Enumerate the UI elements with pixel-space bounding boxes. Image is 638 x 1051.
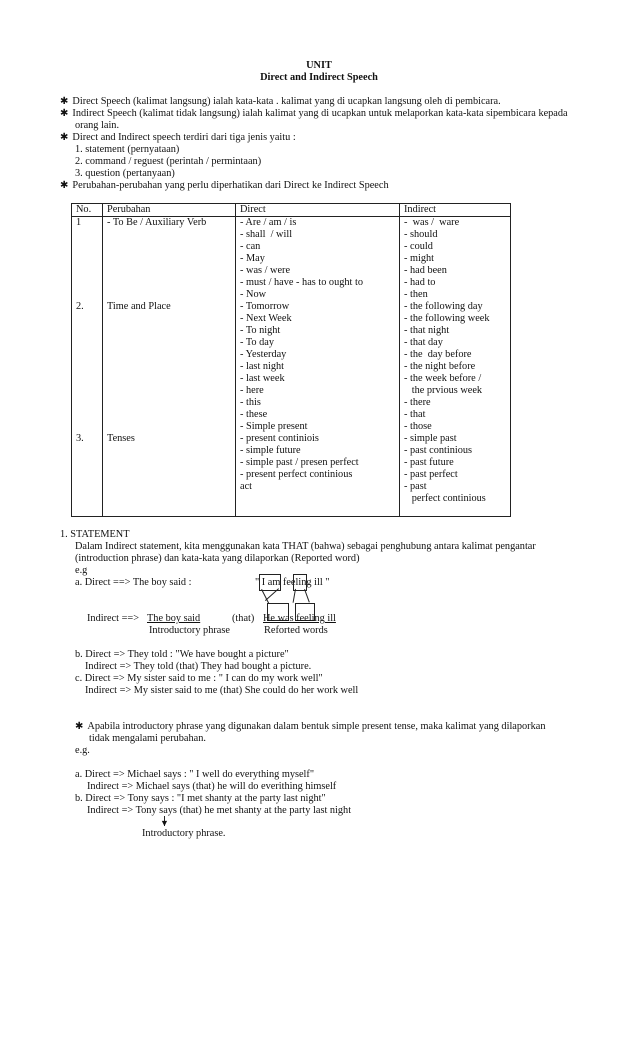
example-b-indirect: Indirect => They told (that) They had bought a picture. bbox=[85, 661, 312, 672]
indirect-cell: perfect continious bbox=[404, 493, 486, 504]
page-title: UNIT bbox=[306, 60, 332, 71]
indirect-cell: - past continious bbox=[404, 445, 473, 456]
example-a-direct-quote: " I am feeling ill " bbox=[255, 577, 330, 588]
indirect-cell: - simple past bbox=[404, 433, 457, 444]
note-line-1: ✱ Apabila introductory phrase yang digunakan dalam bentuk simple present tense, maka kalimat yang dilaporkan bbox=[75, 721, 546, 732]
label-reported-words: Reforted words bbox=[264, 625, 328, 636]
indirect-cell: - could bbox=[404, 241, 433, 252]
note-a-indirect: Indirect => Michael says (that) he will do everithing himself bbox=[87, 781, 337, 792]
page-subtitle: Direct and Indirect Speech bbox=[260, 72, 378, 83]
indirect-cell: - those bbox=[404, 421, 432, 432]
direct-cell: - present perfect continious bbox=[240, 469, 353, 480]
statement-para-1: Dalam Indirect statement, kita menggunakan kata THAT (bahwa) sebagai penghubung antara kalimat pengantar bbox=[75, 541, 536, 552]
type-command: 2. command / reguest (perintah / permintaan) bbox=[75, 156, 262, 167]
indirect-cell: - that day bbox=[404, 337, 443, 348]
direct-cell: - Next Week bbox=[240, 313, 292, 324]
indirect-cell: - had been bbox=[404, 265, 447, 276]
direct-cell: act bbox=[240, 481, 253, 492]
indirect-cell: - past future bbox=[404, 457, 454, 468]
direct-cell: - May bbox=[240, 253, 265, 264]
header-direct: Direct bbox=[236, 204, 400, 217]
direct-column bbox=[236, 217, 399, 516]
indirect-cell: - past perfect bbox=[404, 469, 458, 480]
bullet-indirect-speech: ✱ Indirect Speech (kalimat tidak langsung) ialah kalimat yang di ucapkan untuk melaporkan kata-kata sipembicara kepada bbox=[60, 108, 568, 119]
indirect-cell: - the night before bbox=[404, 361, 476, 372]
direct-cell: - simple past / presen perfect bbox=[240, 457, 359, 468]
direct-cell: - To day bbox=[240, 337, 274, 348]
indirect-cell: the prvious week bbox=[404, 385, 483, 396]
bullet-indirect-cont: orang lain. bbox=[75, 120, 120, 131]
header-indirect: Indirect bbox=[400, 204, 511, 217]
statement-para-2: (introduction phrase) dan kata-kata yang dilaporkan (Reported word) bbox=[75, 553, 360, 564]
bullet-types: ✱ Direct and Indirect speech terdiri dari tiga jenis yaitu : bbox=[60, 132, 296, 143]
note-introductory-label: Introductory phrase. bbox=[142, 828, 226, 839]
type-question: 3. question (pertanyaan) bbox=[75, 168, 175, 179]
asterisk-icon: ✱ bbox=[60, 96, 69, 107]
changes-table bbox=[71, 203, 511, 517]
indirect-column bbox=[400, 217, 510, 516]
bullet-direct-speech: ✱ Direct Speech (kalimat langsung) ialah kata-kata . kalimat yang di ucapkan langsung oleh di pembicara. bbox=[60, 96, 501, 107]
header-no: No. bbox=[72, 204, 103, 217]
example-c-indirect: Indirect => My sister said to me (that) She could do her work well bbox=[85, 685, 359, 696]
direct-cell: - must / have - has to ought to bbox=[240, 277, 363, 288]
asterisk-icon: ✱ bbox=[60, 108, 69, 119]
example-a-indirect: Indirect ==> bbox=[87, 613, 140, 624]
example-b-direct: b. Direct => They told : "We have bought a picture" bbox=[75, 649, 289, 660]
indirect-cell: - the following week bbox=[404, 313, 490, 324]
arrow-down-icon: ▼ bbox=[160, 818, 169, 828]
direct-cell: - can bbox=[240, 241, 261, 252]
note-a-direct: a. Direct => Michael says : " I well do everything myself" bbox=[75, 769, 315, 780]
indirect-cell: - should bbox=[404, 229, 438, 240]
example-a-intro-phrase: The boy said bbox=[147, 613, 201, 624]
label-introductory-phrase: Introductory phrase bbox=[149, 625, 230, 636]
perubahan-cell: Time and Place bbox=[107, 301, 171, 312]
no-cell: 2. bbox=[76, 301, 84, 312]
example-a-reported: He was feeling ill bbox=[263, 613, 336, 624]
perubahan-column bbox=[103, 217, 235, 516]
asterisk-icon: ✱ bbox=[60, 180, 69, 191]
bullet-changes: ✱ Perubahan-perubahan yang perlu diperhatikan dari Direct ke Indirect Speech bbox=[60, 180, 389, 191]
indirect-cell: - was / ware bbox=[404, 217, 460, 228]
note-b-direct: b. Direct => Tony says : "I met shanty at the party last night" bbox=[75, 793, 326, 804]
no-column bbox=[72, 217, 102, 516]
direct-cell: - this bbox=[240, 397, 261, 408]
statement-eg: e.g bbox=[75, 565, 88, 576]
type-statement: 1. statement (pernyataan) bbox=[75, 144, 180, 155]
direct-cell: - last night bbox=[240, 361, 285, 372]
direct-cell: - shall / will bbox=[240, 229, 293, 240]
indirect-cell: - the day before bbox=[404, 349, 472, 360]
indirect-cell: - then bbox=[404, 289, 428, 300]
direct-cell: - Now bbox=[240, 289, 267, 300]
direct-cell: - Simple present bbox=[240, 421, 308, 432]
indirect-cell: - might bbox=[404, 253, 435, 264]
indirect-cell: - that night bbox=[404, 325, 450, 336]
direct-cell: - simple future bbox=[240, 445, 301, 456]
direct-cell: - Tomorrow bbox=[240, 301, 290, 312]
example-c-direct: c. Direct => My sister said to me : " I can do my work well" bbox=[75, 673, 323, 684]
statement-heading: 1. STATEMENT bbox=[60, 529, 130, 540]
indirect-cell: - the following day bbox=[404, 301, 483, 312]
direct-cell: - was / were bbox=[240, 265, 291, 276]
note-b-indirect: Indirect => Tony says (that) he met shanty at the party last night bbox=[87, 805, 352, 816]
indirect-cell: - past bbox=[404, 481, 427, 492]
header-perubahan: Perubahan bbox=[103, 204, 236, 217]
example-a-that: (that) bbox=[232, 613, 255, 624]
direct-cell: - here bbox=[240, 385, 264, 396]
direct-cell: - last week bbox=[240, 373, 285, 384]
asterisk-icon: ✱ bbox=[75, 721, 84, 732]
indirect-cell: - the week before / bbox=[404, 373, 482, 384]
perubahan-cell: Tenses bbox=[107, 433, 135, 444]
indirect-cell: - there bbox=[404, 397, 431, 408]
direct-cell: - present continiois bbox=[240, 433, 319, 444]
direct-cell: - To night bbox=[240, 325, 281, 336]
connector-line bbox=[304, 589, 310, 602]
direct-cell: - Yesterday bbox=[240, 349, 287, 360]
perubahan-cell: - To Be / Auxiliary Verb bbox=[107, 217, 207, 228]
asterisk-icon: ✱ bbox=[60, 132, 69, 143]
no-cell: 1 bbox=[76, 217, 82, 228]
direct-cell: - Are / am / is bbox=[240, 217, 297, 228]
indirect-cell: - had to bbox=[404, 277, 436, 288]
no-cell: 3. bbox=[76, 433, 84, 444]
indirect-cell: - that bbox=[404, 409, 426, 420]
note-eg: e.g. bbox=[75, 745, 90, 756]
direct-cell: - these bbox=[240, 409, 268, 420]
note-line-2: tidak mengalami perubahan. bbox=[89, 733, 206, 744]
example-a-direct: a. Direct ==> The boy said : bbox=[75, 577, 192, 588]
